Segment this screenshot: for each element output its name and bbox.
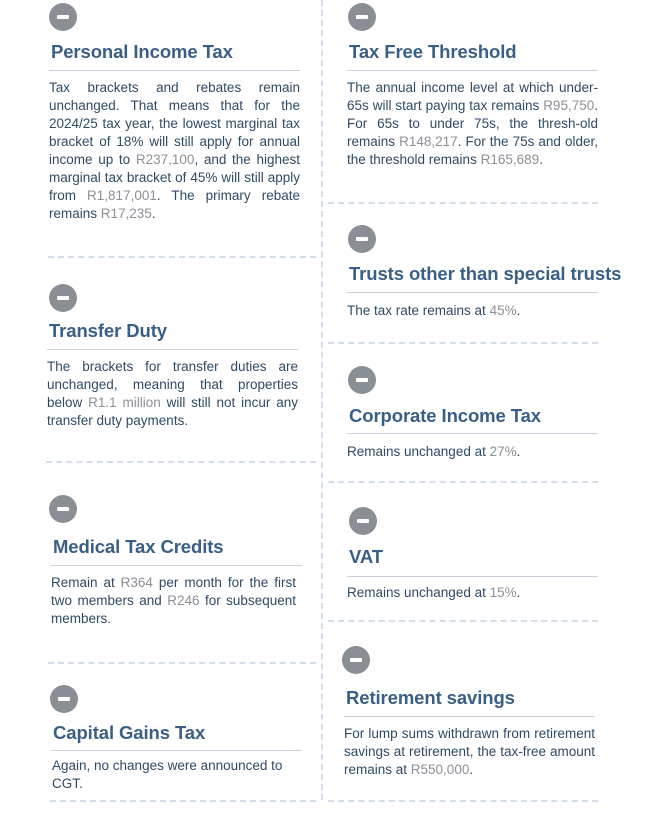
minus-circle-icon[interactable]: [349, 507, 377, 535]
minus-circle-icon[interactable]: [348, 225, 376, 253]
section-body: Tax brackets and rebates remain unchanged. That means that for the 2024/25 tax year, the lowest marginal tax bracket of 18% will still apply for annual income up to R237,100, and the highest marginal tax bracket of 45% will still apply from R1,817,001. The primary rebate remains R17,235.: [49, 80, 300, 221]
minus-circle-icon[interactable]: [342, 646, 370, 674]
section-separator: [328, 620, 598, 622]
section-separator: [48, 662, 316, 664]
column-divider: [321, 0, 323, 800]
section-separator: [48, 256, 316, 258]
title-underline: [49, 70, 300, 71]
section-separator: [46, 461, 316, 463]
title-underline: [347, 576, 598, 577]
section-body: For lump sums withdrawn from retirement savings at retirement, the tax-free amount remains at R550,000.: [344, 726, 595, 777]
highlight-value: R246: [167, 593, 200, 608]
minus-circle-icon[interactable]: [348, 3, 376, 31]
highlight-value: 27%: [489, 444, 517, 459]
highlight-value: R1,817,001: [87, 188, 157, 203]
section-title: Capital Gains Tax: [53, 722, 206, 743]
minus-circle-icon[interactable]: [49, 3, 77, 31]
highlight-value: R550,000: [410, 762, 470, 777]
section-title: Trusts other than special trusts: [349, 263, 622, 284]
minus-circle-icon[interactable]: [49, 495, 77, 523]
highlight-value: R237,100: [135, 152, 195, 167]
highlight-value: R165,689: [480, 152, 540, 167]
title-underline: [51, 565, 302, 566]
title-underline: [347, 433, 598, 434]
title-underline: [51, 750, 302, 751]
minus-circle-icon[interactable]: [348, 366, 376, 394]
section-body: The annual income level at which under-65s will start paying tax remains R95,750. For 65s to under 75s, the thresh-old remains R148,217. For the 75s and older, the threshold remains R165,689.: [347, 80, 599, 167]
section-body: The tax rate remains at 45%.: [347, 303, 521, 318]
section-title: Medical Tax Credits: [53, 536, 224, 557]
highlight-value: R148,217: [399, 134, 458, 149]
section-separator: [328, 202, 598, 204]
section-title: Personal Income Tax: [51, 41, 233, 62]
section-separator: [328, 481, 598, 483]
section-separator: [328, 342, 598, 344]
section-title: VAT: [349, 546, 383, 567]
title-underline: [344, 716, 595, 717]
highlight-value: R364: [120, 575, 153, 590]
highlight-value: R17,235: [100, 206, 152, 221]
section-body: Again, no changes were announced to CGT.: [52, 758, 283, 791]
highlight-value: 45%: [489, 303, 517, 318]
section-body: Remain at R364 per month for the first two members and R246 for subsequent members.: [51, 575, 296, 626]
highlight-value: R1.1 million: [88, 395, 161, 410]
section-body: Remains unchanged at 15%.: [347, 585, 521, 600]
section-title: Corporate Income Tax: [349, 405, 541, 426]
section-body: The brackets for transfer duties are unchanged, meaning that properties below R1.1 million will still not incur any transfer duty payments.: [47, 359, 299, 428]
minus-circle-icon[interactable]: [50, 685, 78, 713]
highlight-value: R95,750: [543, 98, 595, 113]
section-separator: [50, 800, 316, 802]
section-separator: [328, 800, 598, 802]
title-underline: [47, 349, 298, 350]
title-underline: [347, 70, 598, 71]
minus-circle-icon[interactable]: [49, 284, 77, 312]
section-body: Remains unchanged at 27%.: [347, 444, 521, 459]
section-title: Retirement savings: [346, 687, 515, 708]
title-underline: [347, 292, 598, 293]
highlight-value: 15%: [489, 585, 517, 600]
section-title: Transfer Duty: [49, 320, 167, 341]
section-title: Tax Free Threshold: [349, 41, 517, 62]
